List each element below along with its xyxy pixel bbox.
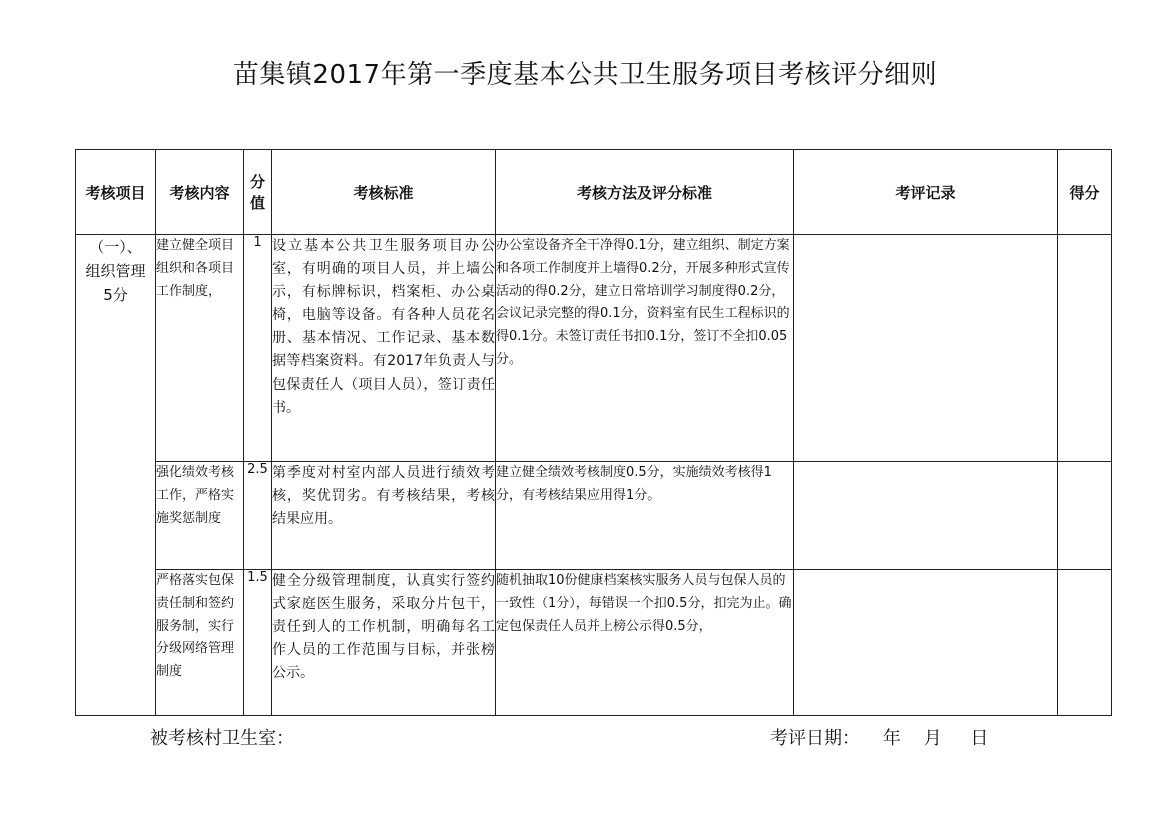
header-cell: 考核内容 bbox=[156, 150, 244, 235]
category-title: 组织管理 bbox=[85, 262, 146, 280]
header-cell: 考核标准 bbox=[272, 150, 496, 235]
date-label: 考评日期： 年 月 日 bbox=[770, 728, 989, 749]
record-cell[interactable] bbox=[794, 235, 1058, 462]
page-title: 苗集镇2017年第一季度基本公共卫生服务项目考核评分细则 bbox=[232, 60, 938, 90]
header-cell: 考评记录 bbox=[794, 150, 1058, 235]
village-label: 被考核村卫生室： bbox=[150, 728, 294, 749]
method-cell: 办公室设备齐全干净得0.1分，建立组织、制定方案和各项工作制度并上墙得0.2分，开展多种形式宣传活动的得0.2分，建立日常培训学习制度得0.2分，会议记录完整的得0.1分，资料室有民生工程标识的得0.1分。未签订责任书扣0.1分，签订不全扣0.05分。 bbox=[496, 235, 794, 462]
header-cell: 得分 bbox=[1058, 150, 1112, 235]
score-cell: 1 bbox=[244, 235, 272, 462]
table-row bbox=[76, 235, 1112, 462]
category-points: 5分 bbox=[103, 286, 128, 304]
method-cell: 建立健全绩效考核制度0.5分，实施绩效考核得1分，有考核结果应用得1分。 bbox=[496, 462, 794, 570]
category-cell bbox=[76, 235, 156, 716]
table-header-row bbox=[76, 150, 1112, 235]
header-cell: 考核项目 bbox=[76, 150, 156, 235]
header-cell: 分值 bbox=[244, 150, 272, 235]
category-number: （一）、 bbox=[89, 238, 142, 256]
table-row bbox=[76, 570, 1112, 716]
standard-cell: 设立基本公共卫生服务项目办公室，有明确的项目人员，并上墙公示，有标牌标识，档案柜、办公桌椅，电脑等设备。有各种人员花名册、基本情况、工作记录、基本数据等档案资料。有2017年负责人与包保责任人（项目人员），签订责任书。 bbox=[272, 235, 496, 462]
content-cell: 建立健全项目组织和各项目工作制度， bbox=[156, 235, 244, 462]
record-cell[interactable] bbox=[794, 462, 1058, 570]
table-row bbox=[76, 462, 1112, 570]
score-cell: 1.5 bbox=[244, 570, 272, 716]
header-cell: 考核方法及评分标准 bbox=[496, 150, 794, 235]
score-cell: 2.5 bbox=[244, 462, 272, 570]
result-cell[interactable] bbox=[1058, 462, 1112, 570]
content-cell: 强化绩效考核工作，严格实施奖惩制度 bbox=[156, 462, 244, 570]
result-cell[interactable] bbox=[1058, 570, 1112, 716]
method-cell: 随机抽取10份健康档案核实服务人员与包保人员的一致性（1分），每错误一个扣0.5分，扣完为止。确定包保责任人员并上榜公示得0.5分， bbox=[496, 570, 794, 716]
record-cell[interactable] bbox=[794, 570, 1058, 716]
assessment-table bbox=[75, 149, 1112, 716]
standard-cell: 第季度对村室内部人员进行绩效考核，奖优罚劣。有考核结果，考核结果应用。 bbox=[272, 462, 496, 570]
result-cell[interactable] bbox=[1058, 235, 1112, 462]
content-cell: 严格落实包保责任制和签约服务制，实行分级网络管理制度 bbox=[156, 570, 244, 716]
standard-cell: 健全分级管理制度，认真实行签约式家庭医生服务，采取分片包干，责任到人的工作机制，明确每名工作人员的工作范围与目标，并张榜公示。 bbox=[272, 570, 496, 716]
